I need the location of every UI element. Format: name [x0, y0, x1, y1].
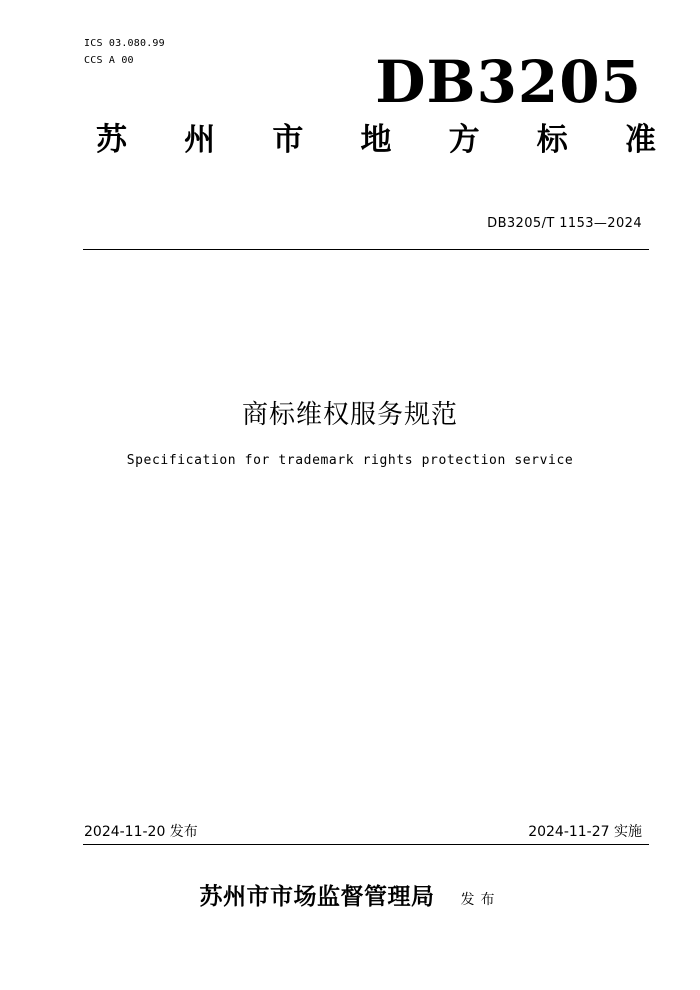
- top-divider: [83, 249, 649, 250]
- standard-type-char: 苏: [96, 122, 127, 158]
- publisher-name: 苏州市市场监督管理局: [199, 883, 435, 910]
- ccs-code: CCS A 00: [84, 55, 134, 66]
- ics-code: ICS 03.080.99: [84, 38, 165, 49]
- standard-type-char: 准: [624, 122, 656, 158]
- db-code: DB3205: [375, 48, 642, 116]
- standard-number: DB3205/T 1153—2024: [487, 216, 642, 231]
- standard-type-char: 市: [272, 122, 304, 158]
- standard-type-char: 地: [360, 122, 392, 158]
- standard-type-char: 方: [448, 122, 480, 158]
- publisher-row: [0, 878, 700, 911]
- publish-label: 发布: [460, 892, 501, 908]
- document-title-english: Specification for trademark rights protection service: [126, 453, 574, 468]
- document-title-chinese: 商标维权服务规范: [241, 400, 458, 430]
- bottom-divider: [83, 844, 649, 845]
- standard-type-char: 州: [184, 122, 216, 158]
- standard-type-heading: [96, 118, 656, 162]
- implementation-date: 2024-11-27 实施: [528, 824, 642, 840]
- issue-date: 2024-11-20 发布: [84, 824, 198, 840]
- standard-type-char: 标: [536, 122, 568, 158]
